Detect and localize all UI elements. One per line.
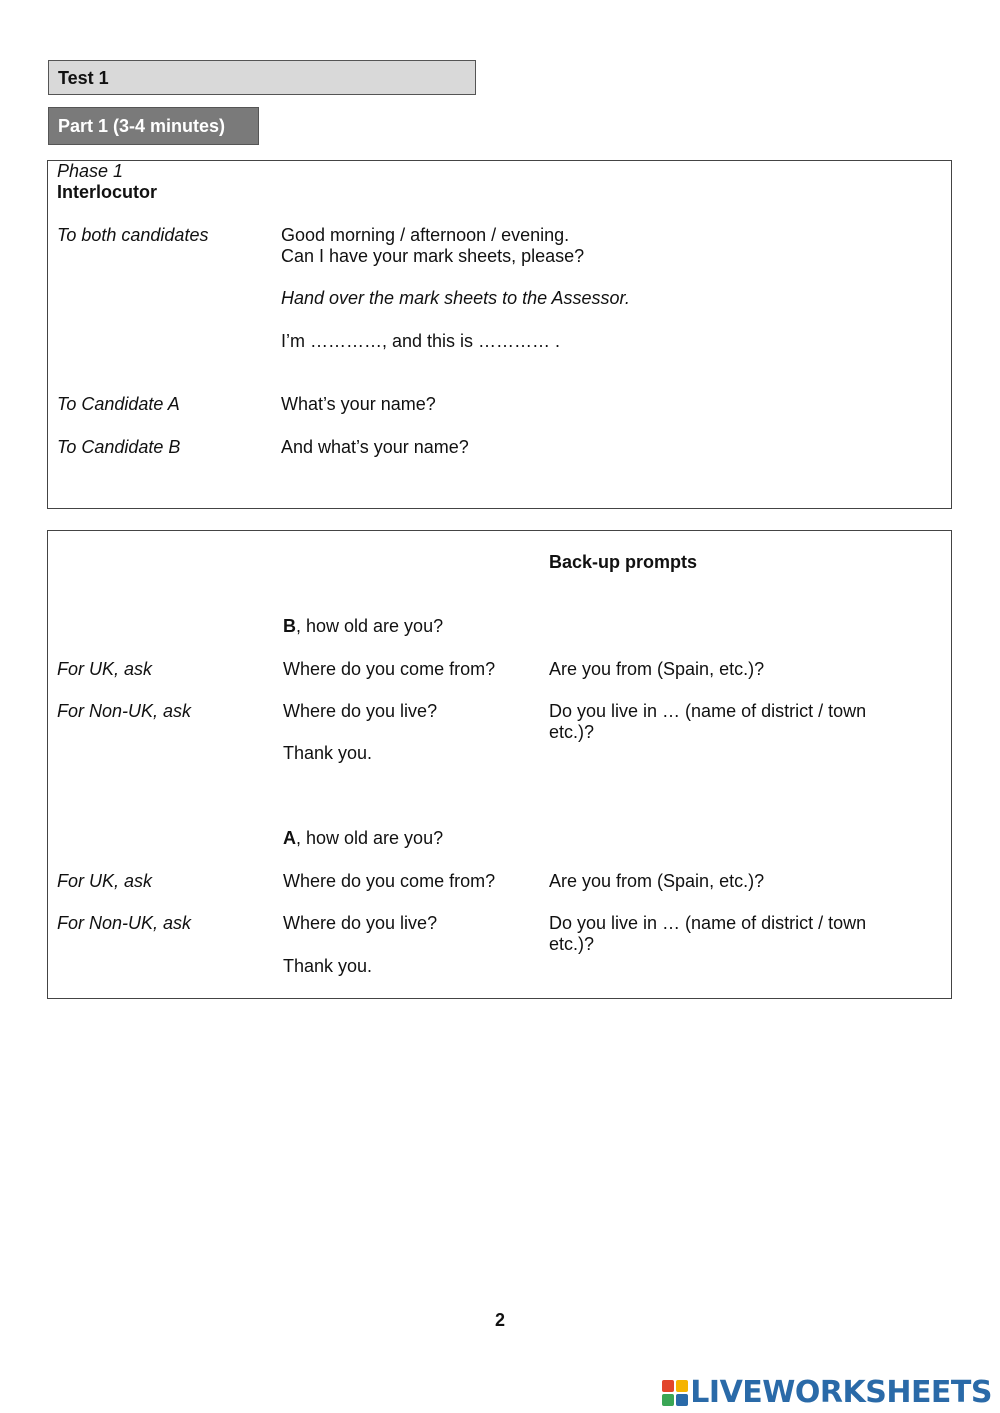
uk-question: Where do you come from? (283, 659, 496, 679)
brand-name: LIVEWORKSHEETS (690, 1375, 992, 1410)
phase1-box (47, 160, 952, 509)
question-name-b: And what’s your name? (281, 437, 469, 457)
test-title: Test 1 (48, 60, 476, 95)
greeting-line: Good morning / afternoon / evening. (281, 225, 570, 245)
uk-backup: Are you from (Spain, etc.)? (549, 871, 765, 891)
uk-label: For UK, ask (57, 659, 153, 679)
thank-you: Thank you. (283, 743, 373, 763)
nonuk-question: Where do you live? (283, 701, 438, 721)
thank-you: Thank you. (283, 956, 373, 976)
interlocutor-label: Interlocutor (57, 182, 158, 202)
age-question-b (283, 616, 443, 637)
instruction-line: Hand over the mark sheets to the Assessor. (281, 288, 630, 308)
part-title: Part 1 (3-4 minutes) (48, 107, 259, 145)
nonuk-label: For Non-UK, ask (57, 913, 192, 933)
mark-sheets-line: Can I have your mark sheets, please? (281, 246, 585, 266)
liveworksheets-logo[interactable] (662, 1376, 992, 1410)
page-number: 2 (494, 1310, 505, 1330)
nonuk-backup-line2: etc.)? (549, 722, 595, 742)
candidate-letter: A (283, 828, 296, 848)
nonuk-backup-line1: Do you live in … (name of district / town (549, 913, 867, 933)
logo-icon (662, 1380, 688, 1406)
label-candidate-b: To Candidate B (57, 437, 181, 457)
question-name-a: What’s your name? (281, 394, 436, 414)
nonuk-backup-line2: etc.)? (549, 934, 595, 954)
nonuk-question: Where do you live? (283, 913, 438, 933)
label-both-candidates: To both candidates (57, 225, 209, 245)
candidate-letter: B (283, 616, 296, 636)
label-candidate-a: To Candidate A (57, 394, 180, 414)
introduction-line: I’m …………, and this is ………… . (281, 331, 561, 351)
uk-label: For UK, ask (57, 871, 153, 891)
age-question-text: , how old are you? (296, 616, 444, 636)
uk-question: Where do you come from? (283, 871, 496, 891)
age-question-text: , how old are you? (296, 828, 444, 848)
phase-label: Phase 1 (57, 161, 124, 181)
nonuk-backup-line1: Do you live in … (name of district / town (549, 701, 867, 721)
backup-prompts-header: Back-up prompts (549, 552, 698, 572)
phase2-box (47, 530, 952, 999)
uk-backup: Are you from (Spain, etc.)? (549, 659, 765, 679)
age-question-a (283, 828, 443, 849)
nonuk-label: For Non-UK, ask (57, 701, 192, 721)
